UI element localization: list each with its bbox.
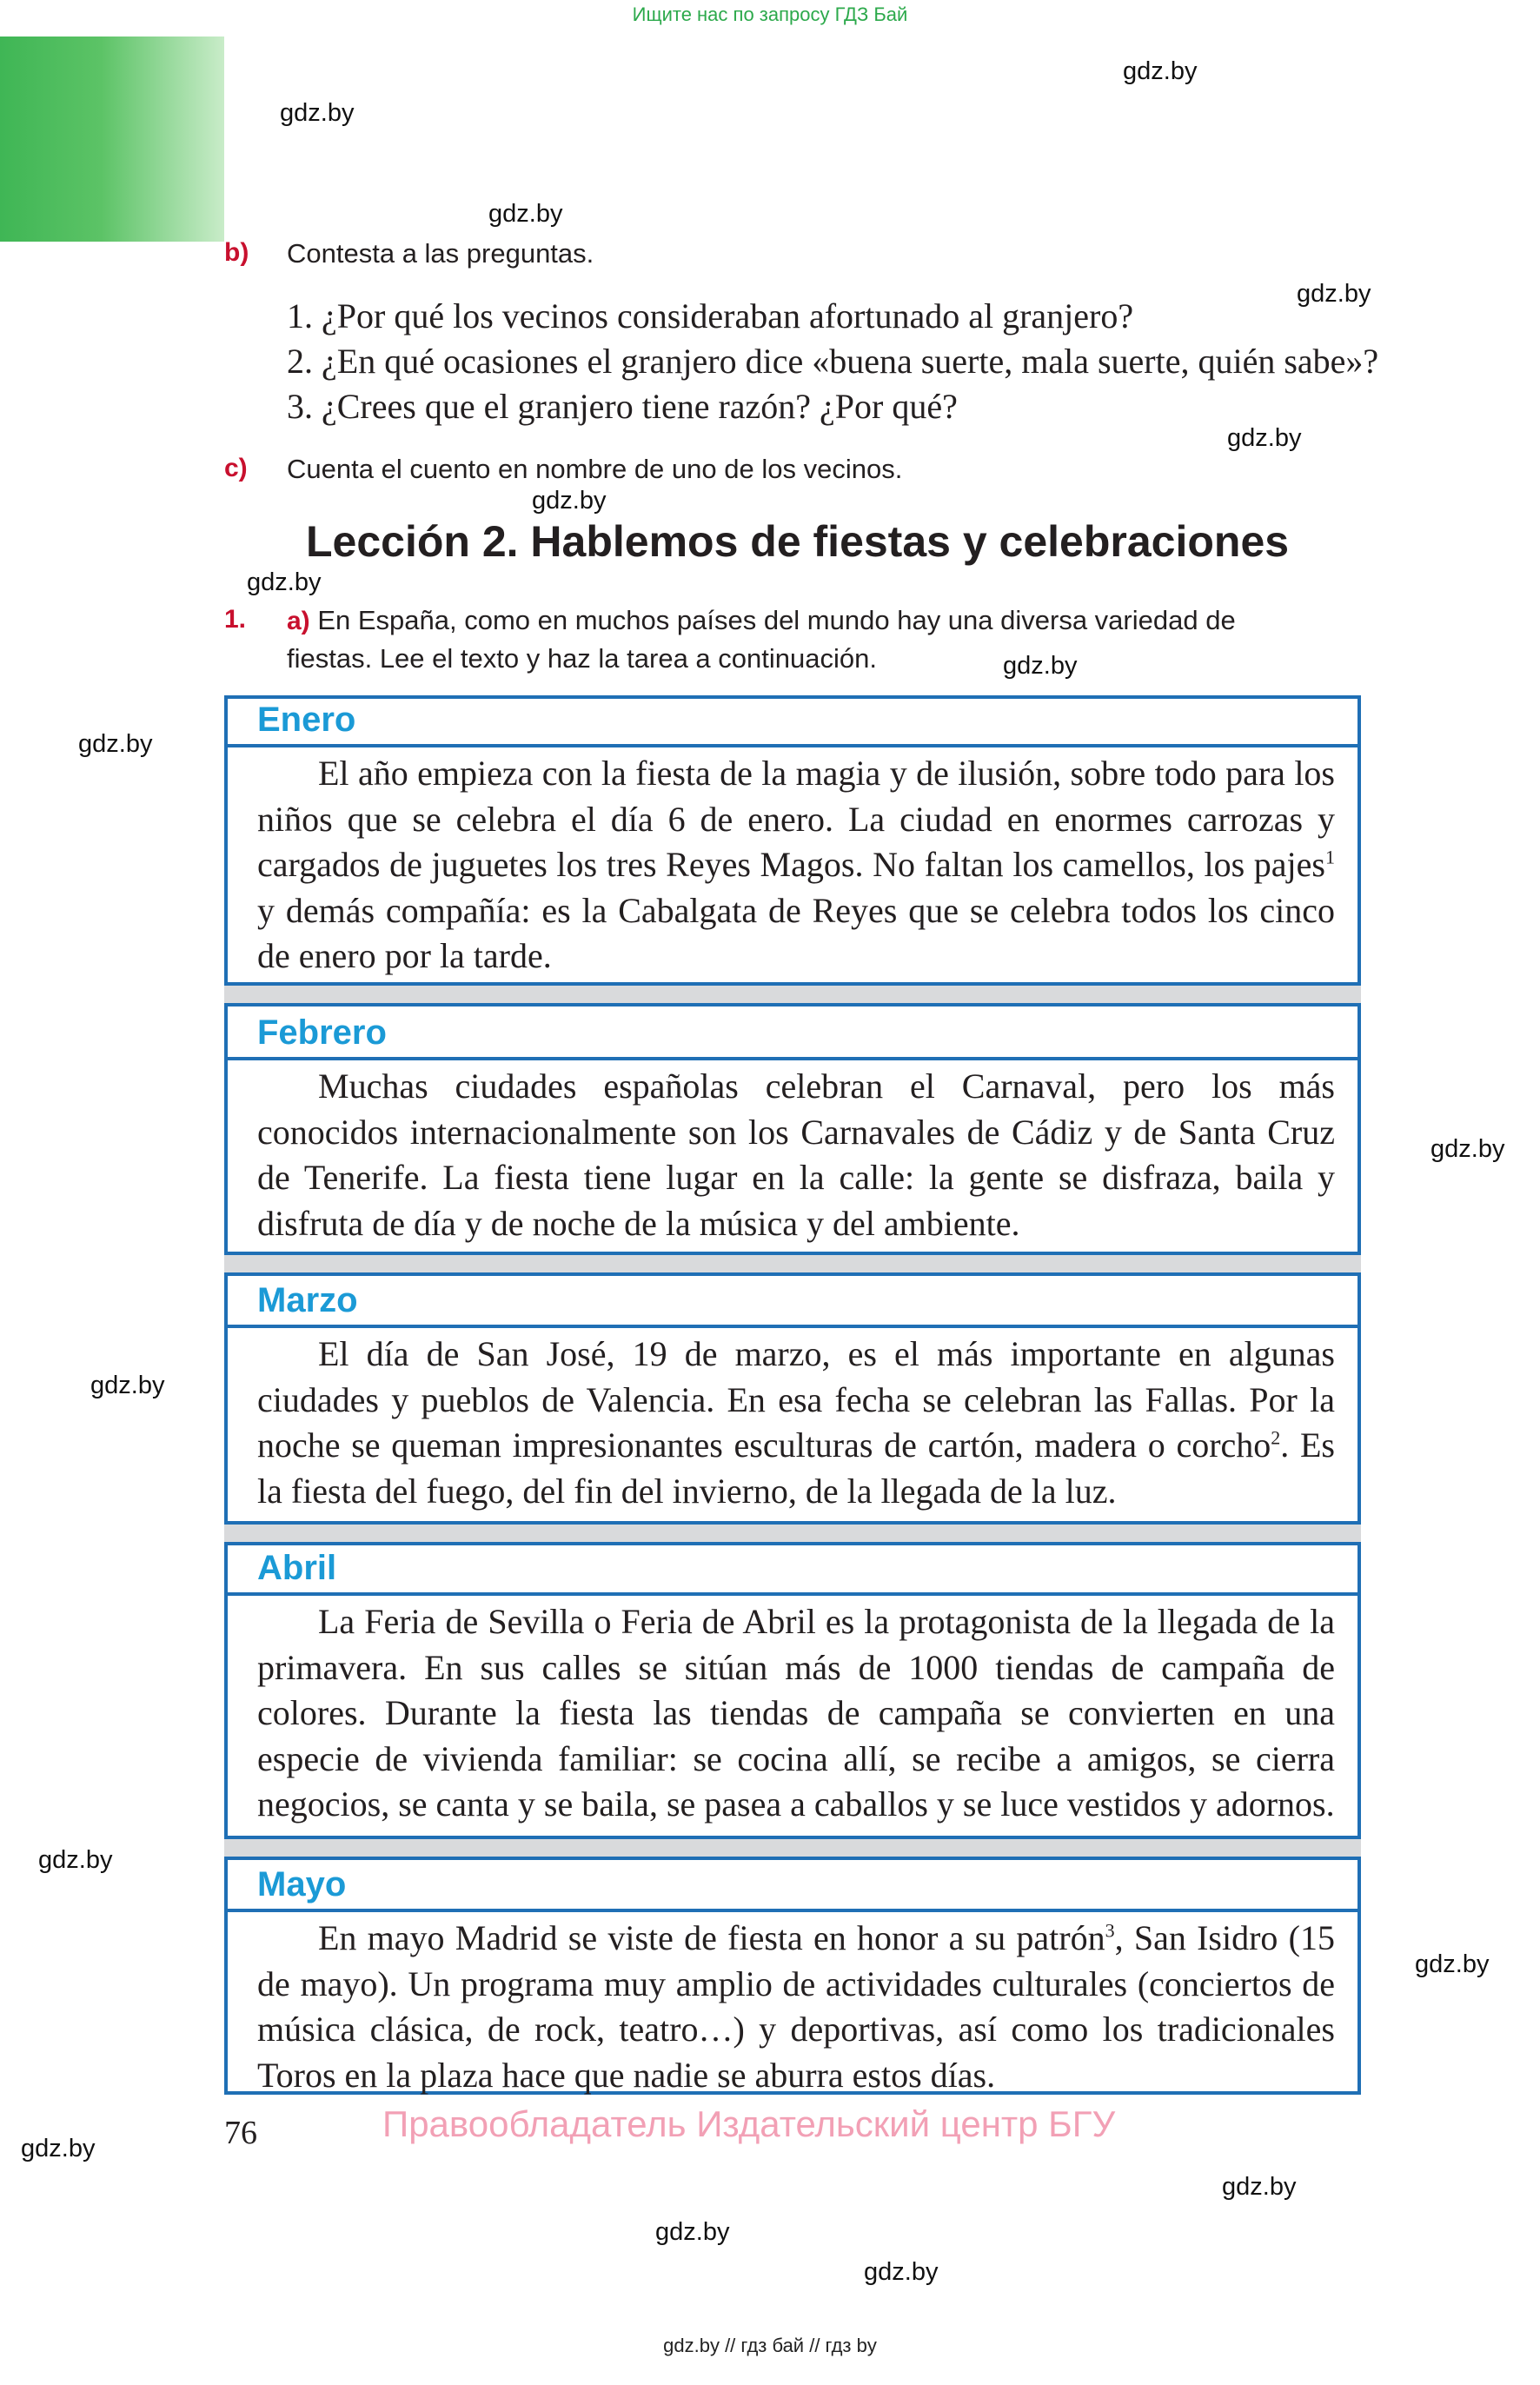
month-heading-abril: Abril: [257, 1549, 337, 1587]
watermark: gdz.by: [1227, 424, 1302, 452]
paragraph-text: Muchas ciudades españolas celebran el Carnaval, pero los más conocidos internacionalmente son los Carnavales de Cádiz y de Santa Cruz de Tenerife. La fiesta tiene lugar en la calle: la gente se disfraza, baila y disfruta de día y de noche de la música y del ambiente.: [257, 1066, 1335, 1243]
footnote-mark: 2: [1271, 1426, 1281, 1449]
watermark: gdz.by: [90, 1372, 165, 1399]
exercise-sublabel: a): [287, 607, 310, 635]
watermark: gdz.by: [21, 2135, 96, 2162]
part-b-label: b): [224, 238, 249, 267]
question-3: 3. ¿Crees que el granjero tiene razón? ¿Por qué?: [287, 387, 958, 426]
exercise-text-1: En España, como en muchos países del mundo hay una diversa variedad de: [317, 605, 1236, 635]
paragraph-marzo: [257, 1332, 1335, 1514]
watermark: gdz.by: [247, 568, 322, 596]
paragraph-text: En mayo Madrid se viste de fiesta en honor a su patrón: [318, 1918, 1105, 1957]
paragraph-mayo: [257, 1916, 1335, 2098]
page-number: 76: [224, 2115, 257, 2151]
paragraph-text: . Es la fiesta del fuego, del fin del invierno, de la llegada de la luz.: [257, 1425, 1336, 1511]
paragraph-text: , San Isidro (15 de mayo). Un programa muy amplio de actividades culturales (conciertos de música clásica, de rock, teatro…) y deportivas, así como los tradicionales Toros en la plaza hace que nadie se aburra estos días.: [257, 1918, 1335, 2095]
watermark: gdz.by: [655, 2218, 730, 2246]
exercise-number: 1.: [224, 605, 247, 634]
question-2: 2. ¿En qué ocasiones el granjero dice «buena suerte, mala suerte, quién sabe»?: [287, 342, 1379, 381]
section-separator: [224, 1521, 1361, 1545]
section-separator: [224, 1836, 1361, 1860]
month-heading-enero: Enero: [257, 701, 356, 739]
watermark: gdz.by: [1222, 2173, 1297, 2201]
paragraph-febrero: [257, 1064, 1335, 1246]
watermark: gdz.by: [1297, 280, 1371, 308]
heading-divider: [224, 1057, 1361, 1060]
green-corner-bar: [0, 37, 224, 242]
paragraph-text: La Feria de Sevilla o Feria de Abril es la protagonista de la llegada de la primavera. En sus calles se sitúan más de 1000 tiendas de campaña de colores. Durante la fiesta las tiendas de campaña se convierten en una especie de vivienda familiar: se cocina allí, se recibe a amigos, se cierra negocios, se canta y se baila, se pasea a caballos y se luce vestidos y adornos.: [257, 1602, 1335, 1824]
watermark: gdz.by: [1003, 652, 1078, 680]
paragraph-enero: [257, 751, 1335, 980]
paragraph-text: El año empieza con la fiesta de la magia y de ilusión, sobre todo para los niños que se celebra el día 6 de enero. La ciudad en enormes carrozas y cargados de juguetes los tres Reyes Magos. No faltan los camellos, los pajes: [257, 754, 1335, 884]
watermark: gdz.by: [1415, 1950, 1490, 1978]
part-c-instruction: Cuenta el cuento en nombre de uno de los vecinos.: [287, 454, 903, 484]
paragraph-abril: [257, 1599, 1335, 1828]
watermark: gdz.by: [280, 99, 355, 127]
heading-divider: [224, 1325, 1361, 1328]
watermark: gdz.by: [1430, 1135, 1505, 1163]
watermark: gdz.by: [1123, 57, 1198, 85]
paragraph-text: El día de San José, 19 de marzo, es el más importante en algunas ciudades y pueblos de Valencia. En esa fecha se celebran las Fallas. Por la noche se queman impresionantes esculturas de cartón, madera o corcho: [257, 1334, 1335, 1465]
footnote-mark: 1: [1325, 846, 1335, 868]
month-heading-mayo: Mayo: [257, 1865, 347, 1903]
watermark: gdz.by: [864, 2258, 939, 2286]
month-heading-marzo: Marzo: [257, 1281, 358, 1319]
exercise-line-2: fiestas. Lee el texto y haz la tarea a continuación.: [287, 643, 877, 674]
watermark: gdz.by: [38, 1846, 113, 1874]
heading-divider: [224, 1592, 1361, 1596]
section-separator: [224, 1252, 1361, 1276]
exercise-line-1: [287, 605, 1236, 636]
paragraph-text: y demás compañía: es la Cabalgata de Reyes que se celebra todos los cinco de enero por la tarde.: [257, 890, 1335, 975]
copyright-notice: Правообладатель Издательский центр БГУ: [382, 2103, 1116, 2144]
footnote-mark: 3: [1105, 1919, 1115, 1942]
question-1: 1. ¿Por qué los vecinos consideraban afortunado al granjero?: [287, 296, 1134, 335]
lesson-title: Lección 2. Hablemos de fiestas y celebraciones: [306, 517, 1290, 566]
top-banner: Ищите нас по запросу ГДЗ Бай: [632, 3, 908, 25]
section-separator: [224, 982, 1361, 1006]
heading-divider: [224, 744, 1361, 747]
watermark: gdz.by: [78, 730, 153, 758]
heading-divider: [224, 1909, 1361, 1912]
month-heading-febrero: Febrero: [257, 1013, 387, 1052]
part-c-label: c): [224, 454, 248, 482]
part-b-instruction: Contesta a las preguntas.: [287, 238, 594, 269]
bottom-links: gdz.by // гдз бай // гдз by: [663, 2335, 877, 2356]
watermark: gdz.by: [532, 487, 607, 515]
watermark: gdz.by: [488, 200, 563, 228]
